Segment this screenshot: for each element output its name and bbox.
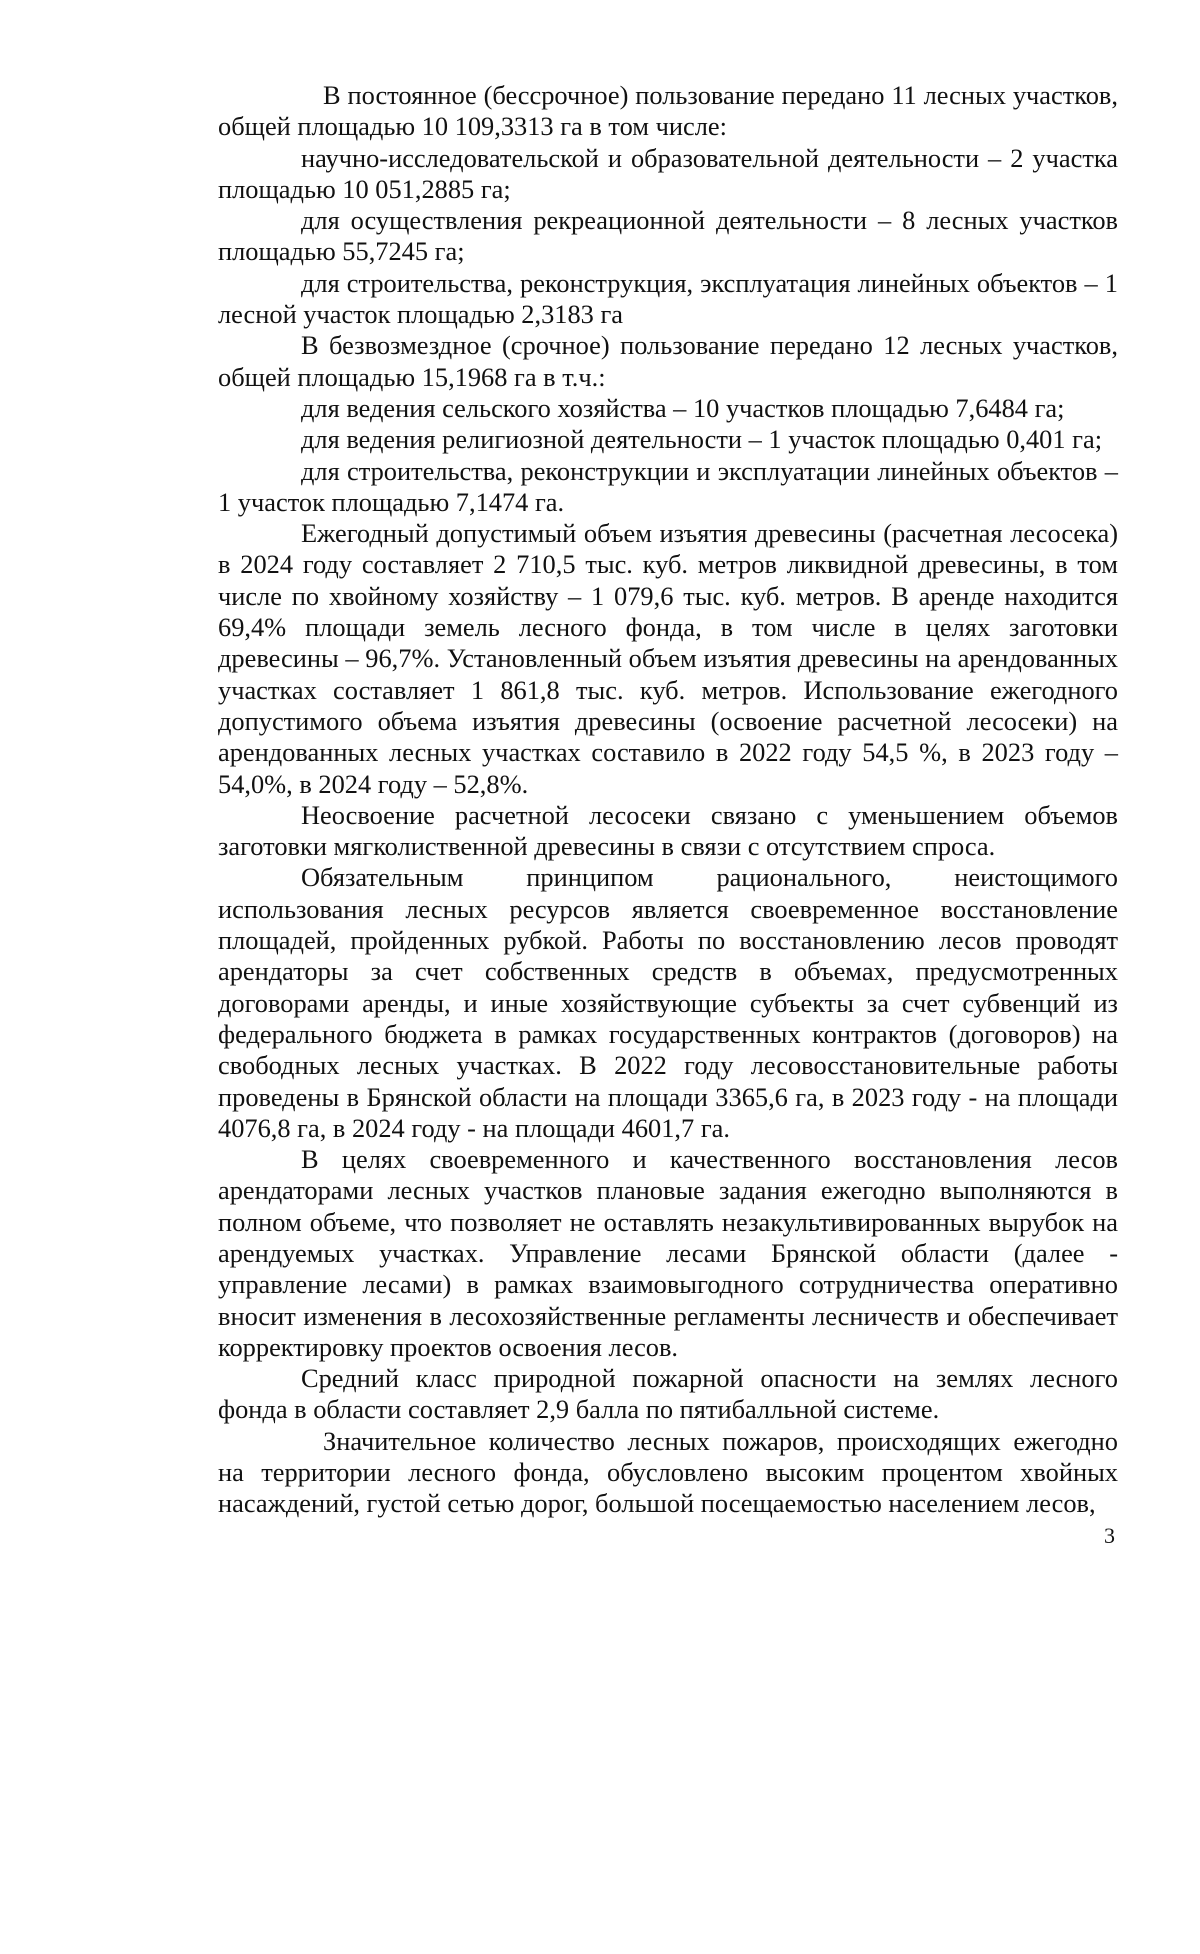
paragraph-forest-fires: Значительное количество лесных пожаров, происходящих ежегодно на территории лесного фонда, обусловлено высоким процентом хвойных насаждений, густой сетью дорог, большой посещаемостью населением лесов, [218,1425,1118,1519]
paragraph-allowable-cut: Ежегодный допустимый объем изъятия древесины (расчетная лесосека) в 2024 году составляет 2 710,5 тыс. куб. метров ликвидной древесины, в том числе по хвойному хозяйству – 1 079,6 тыс. куб. метров. В аренде находится 69,4% площади земель лесного фонда, в том числе в целях заготовки древесины – 96,7%. Установленный объем изъятия древесины на арендованных участках составляет 1 861,8 тыс. куб. метров. Использование ежегодного допустимого объема изъятия древесины (освоение расчетной лесосеки) на арендованных лесных участках составило в 2022 году 54,5 %, в 2023 году – 54,0%, в 2024 году – 52,8%. [218,518,1118,799]
document-body [218,80,1118,1520]
paragraph-recreation: для осуществления рекреационной деятельности – 8 лесных участков площадью 55,7245 га; [218,205,1118,267]
paragraph-religious: для ведения религиозной деятельности – 1 участок площадью 0,401 га; [301,424,1103,455]
paragraph-underutilization: Неосвоение расчетной лесосеки связано с уменьшением объемов заготовки мягколиственной древесины в связи с отсутствием спроса. [218,799,1118,862]
paragraph-agriculture: для ведения сельского хозяйства – 10 участков площадью 7,6484 га; [301,392,1065,423]
page-number: 3 [1104,1523,1115,1548]
paragraph-free-use: В безвозмездное (срочное) пользование передано 12 лесных участков, общей площадью 15,1968 га в т.ч.: [218,330,1118,392]
paragraph-permanent-use: В постоянное (бессрочное) пользование передано 11 лесных участков, общей площадью 10 109,3313 га в том числе: [218,80,1118,142]
paragraph-reforestation: Обязательным принципом рационального, неистощимого использования лесных ресурсов является своевременное восстановление площадей, пройденных рубкой. Работы по восстановлению лесов проводят арендаторы за счет собственных средств в объемах, предусмотренных договорами аренды, и иные хозяйствующие субъекты за счет субвенций из федерального бюджета в рамках государственных контрактов (договоров) на свободных лесных участках. В 2022 году лесовосстановительные работы проведены в Брянской области на площади 3365,6 га, в 2023 году - на площади 4076,8 га, в 2024 году - на площади 4601,7 га. [218,862,1118,1143]
paragraph-linear-objects-free: для строительства, реконструкции и эксплуатации линейных объектов – 1 участок площадью 7,1474 га. [218,455,1118,517]
paragraph-linear-objects-permanent: для строительства, реконструкция, эксплуатация линейных объектов – 1 лесной участок площадью 2,3183 га [218,267,1118,330]
paragraph-fire-danger-class: Средний класс природной пожарной опасности на землях лесного фонда в области составляет 2,9 балла по пятибалльной системе. [218,1363,1118,1425]
paragraph-tenant-obligations: В целях своевременного и качественного восстановления лесов арендаторами лесных участков плановые задания ежегодно выполняются в полном объеме, что позволяет не оставлять незакультивированных вырубок на арендуемых участках. Управление лесами Брянской области (далее - управление лесами) в рамках взаимовыгодного сотрудничества оперативно вносит изменения в лесохозяйственные регламенты лесничеств и обеспечивает корректировку проектов освоения лесов. [218,1144,1118,1362]
paragraph-research-education: научно-исследовательской и образовательной деятельности – 2 участка площадью 10 051,2885 га; [218,142,1118,204]
